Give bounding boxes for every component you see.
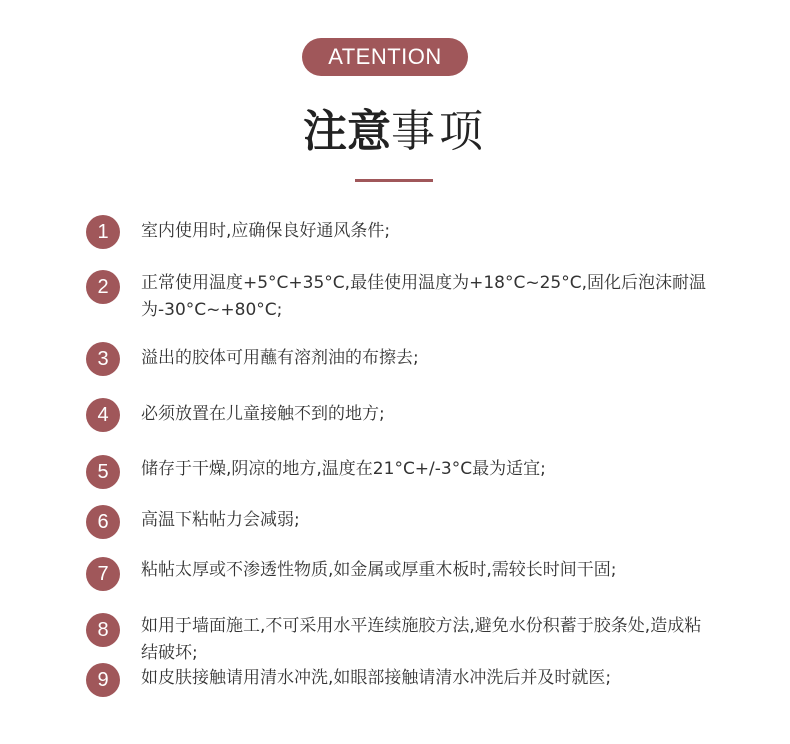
number-badge: 5 bbox=[86, 455, 120, 489]
number-badge: 2 bbox=[86, 270, 120, 304]
number-badge: 8 bbox=[86, 613, 120, 647]
item-text: 高温下粘帖力会减弱; bbox=[141, 510, 300, 530]
attention-pill bbox=[302, 38, 468, 76]
item-text: 如皮肤接触请用清水冲洗,如眼部接触请清水冲洗后并及时就医; bbox=[141, 668, 612, 688]
item-text: 溢出的胶体可用蘸有溶剂油的布擦去; bbox=[141, 348, 419, 368]
item-text: 室内使用时,应确保良好通风条件; bbox=[141, 221, 391, 241]
number-badge: 9 bbox=[86, 663, 120, 697]
number-badge: 1 bbox=[86, 215, 120, 249]
number-badge: 7 bbox=[86, 557, 120, 591]
title-divider bbox=[355, 179, 433, 182]
item-text: 正常使用温度+5°C+35°C,最佳使用温度为+18°C~25°C,固化后泡沫耐温为-30°C~+80°C; bbox=[141, 273, 706, 320]
item-text: 粘帖太厚或不渗透性物质,如金属或厚重木板时,需较长时间干固; bbox=[141, 560, 617, 580]
item-text: 必须放置在儿童接触不到的地方; bbox=[141, 404, 385, 424]
page-title-light: 事项 bbox=[391, 106, 487, 157]
item-text: 储存于干燥,阴凉的地方,温度在21°C+/-3°C最为适宜; bbox=[141, 459, 546, 479]
item-text: 如用于墙面施工,不可采用水平连续施胶方法,避免水份积蓄于胶条处,造成粘结破坏; bbox=[141, 616, 702, 663]
number-badge: 4 bbox=[86, 398, 120, 432]
number-badge: 3 bbox=[86, 342, 120, 376]
number-badge: 6 bbox=[86, 505, 120, 539]
attention-pill-label: ATENTION bbox=[328, 44, 442, 69]
page-title bbox=[0, 102, 790, 162]
page-title-bold: 注意 bbox=[303, 106, 391, 157]
